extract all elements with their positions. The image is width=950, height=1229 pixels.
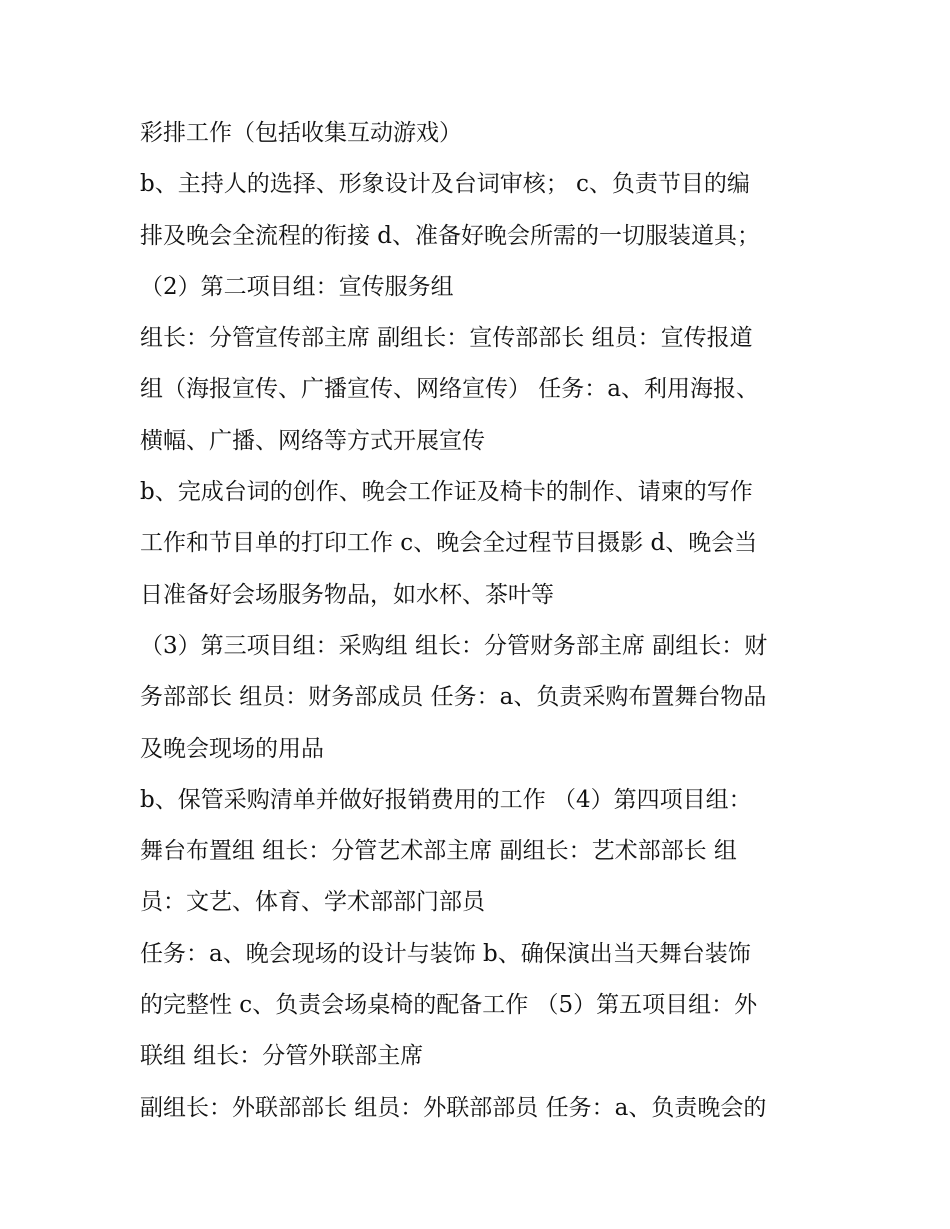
text-line: 任务：a、晚会现场的设计与装饰 b、确保演出当天舞台装饰 xyxy=(140,940,751,967)
text-line: 日准备好会场服务物品，如水杯、茶叶等 xyxy=(140,581,554,608)
text-line: b、保管采购清单并做好报销费用的工作 （4）第四项目组： xyxy=(140,786,752,813)
text-line: 的完整性 c、负责会场桌椅的配备工作 （5）第五项目组：外 xyxy=(140,992,758,1019)
text-line: 舞台布置组 组长：分管艺术部主席 副组长：艺术部部长 组 xyxy=(140,838,737,865)
text-line: 联组 组长：分管外联部主席 xyxy=(140,1043,424,1070)
text-line: 彩排工作（包括收集互动游戏） xyxy=(140,120,462,146)
text-line: （3）第三项目组：采购组 组长：分管财务部主席 副组长：财 xyxy=(140,632,768,659)
text-line: 横幅、广播、网络等方式开展宣传 xyxy=(140,427,485,454)
text-line: （2）第二项目组：宣传服务组 xyxy=(140,273,454,300)
text-line: b、完成台词的创作、晚会工作证及椅卡的制作、请柬的写作 xyxy=(140,479,753,506)
text-line: 组长：分管宣传部主席 副组长：宣传部部长 组员：宣传报道 xyxy=(140,325,753,352)
text-line: 员：文艺、体育、学术部部门部员 xyxy=(140,889,485,916)
text-line: 组（海报宣传、广播宣传、网络宣传） 任务：a、利用海报、 xyxy=(140,376,760,403)
text-line: 副组长：外联部部长 组员：外联部部员 任务：a、负责晚会的 xyxy=(140,1094,767,1121)
text-line: b、主持人的选择、形象设计及台词审核； c、负责节目的编 xyxy=(140,171,750,198)
text-line: 排及晚会全流程的衔接 d、准备好晚会所需的一切服装道具； xyxy=(140,222,761,249)
text-line: 及晚会现场的用品 xyxy=(140,735,324,762)
document-body xyxy=(140,108,820,1134)
text-line: 工作和节目单的打印工作 c、晚会全过程节目摄影 d、晚会当 xyxy=(140,530,758,557)
text-line: 务部部长 组员：财务部成员 任务：a、负责采购布置舞台物品 xyxy=(140,684,767,711)
